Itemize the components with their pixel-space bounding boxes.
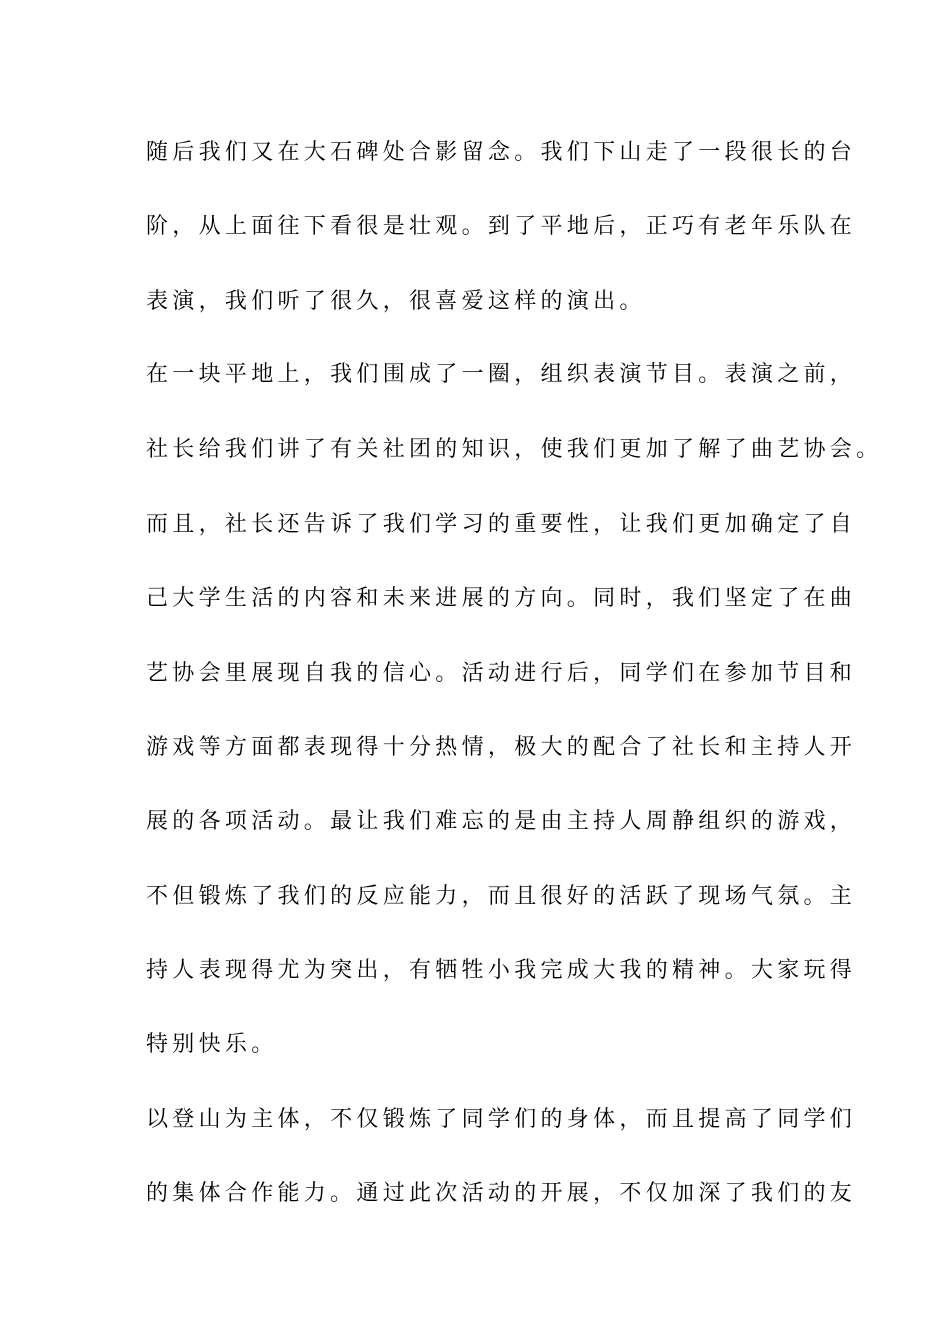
text-line: 的集体合作能力。通过此次活动的开展，不仅加深了我们的友 [146,1181,857,1206]
text-line: 特别快乐。 [146,1032,278,1057]
text-line: 己大学生活的内容和未来进展的方向。同时，我们坚定了在曲 [146,586,857,611]
text-line: 艺协会里展现自我的信心。活动进行后，同学们在参加节目和 [146,661,857,686]
text-line: 随后我们又在大石碑处合影留念。我们下山走了一段很长的台 [146,140,857,165]
text-line: 以登山为主体，不仅锻炼了同学们的身体，而且提高了同学们 [146,1107,857,1132]
text-line: 在一块平地上，我们围成了一圈，组织表演节目。表演之前， [146,362,857,387]
text-line: 展的各项活动。最让我们难忘的是由主持人周静组织的游戏， [146,809,857,834]
text-line: 而且，社长还告诉了我们学习的重要性，让我们更加确定了自 [146,512,857,537]
text-line: 游戏等方面都表现得十分热情，极大的配合了社长和主持人开 [146,735,857,760]
text-line: 持人表现得尤为突出，有牺牲小我完成大我的精神。大家玩得 [146,958,857,983]
text-line: 社长给我们讲了有关社团的知识，使我们更加了解了曲艺协会。 [146,437,883,462]
text-line: 表演，我们听了很久，很喜爱这样的演出。 [146,289,646,314]
text-line: 阶，从上面往下看很是壮观。到了平地后，正巧有老年乐队在 [146,214,857,239]
text-line: 不但锻炼了我们的反应能力，而且很好的活跃了现场气氛。主 [146,884,857,909]
